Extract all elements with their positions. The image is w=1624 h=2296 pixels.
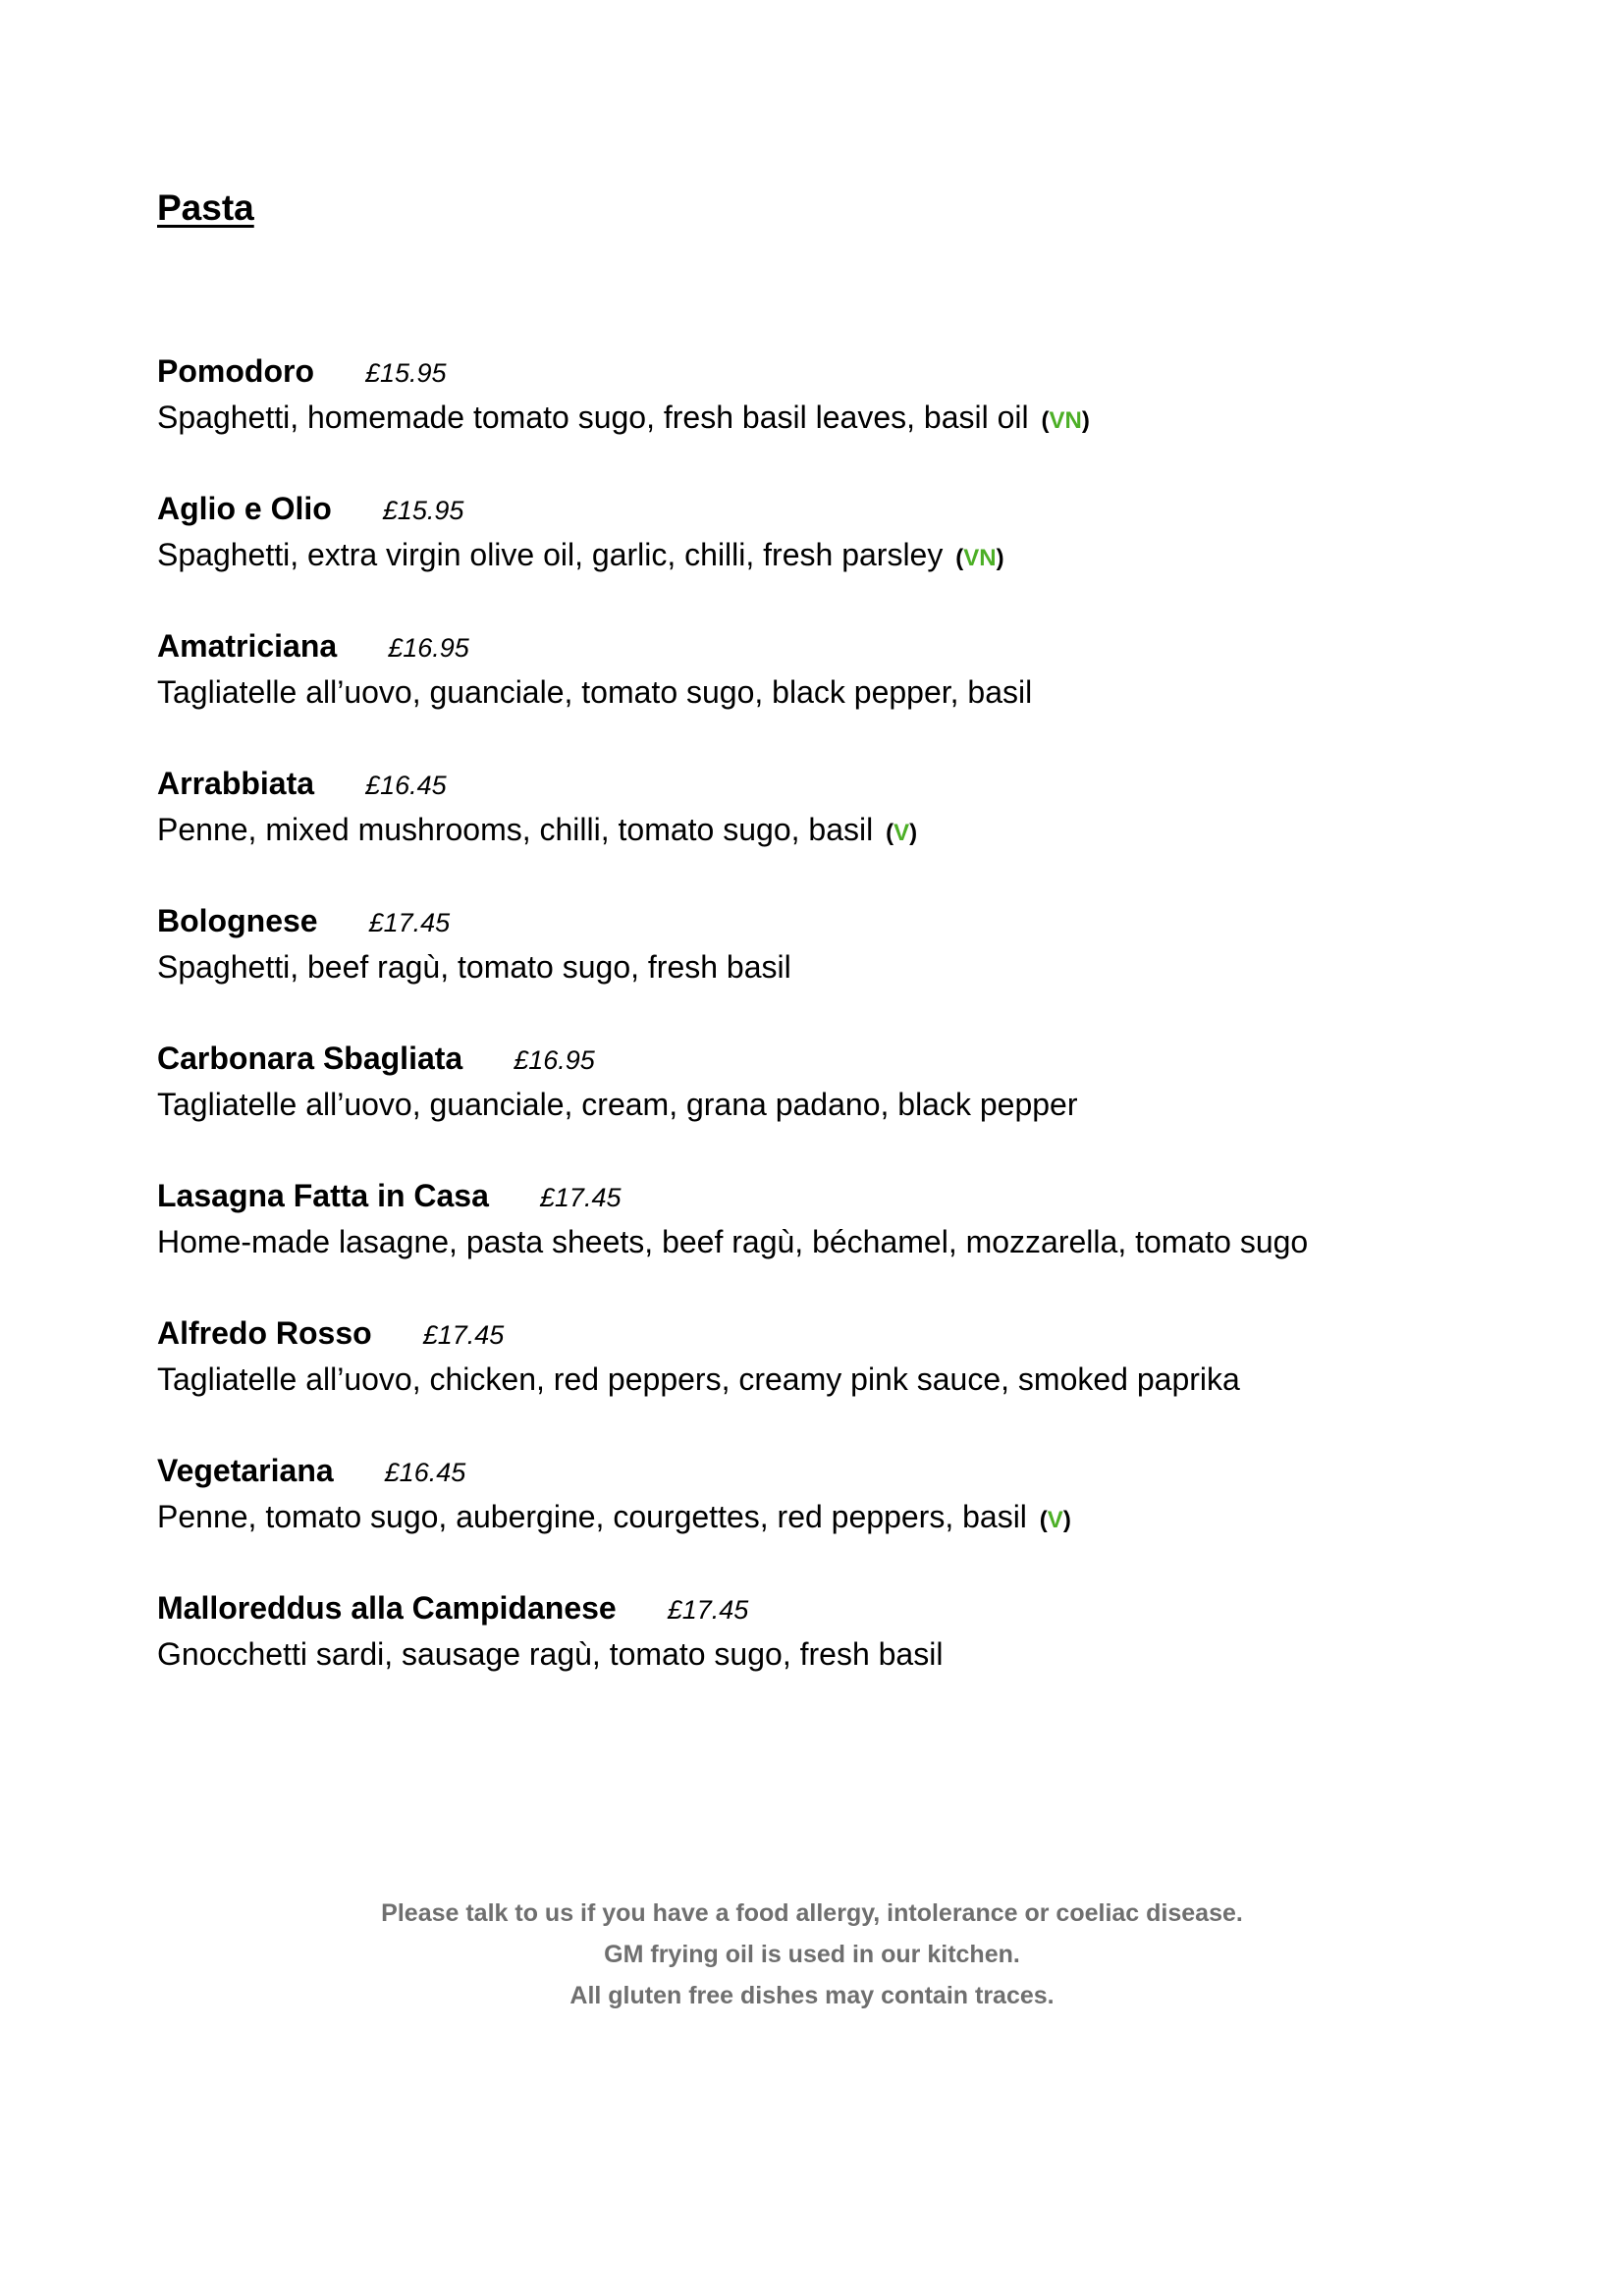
gm-oil-notice-line: GM frying oil is used in our kitchen. (604, 1941, 1020, 1968)
dish-name: Vegetariana (157, 1453, 334, 1488)
dish-description-line (157, 810, 1532, 853)
menu-item-aglio-e-olio (157, 489, 1532, 626)
dish-price: £17.45 (667, 1595, 749, 1625)
menu-item-bolognese (157, 901, 1532, 1039)
diet-code: V (893, 820, 910, 846)
dish-price: £17.45 (368, 908, 451, 937)
item-header (157, 764, 1532, 803)
dish-name: Aglio e Olio (157, 491, 332, 526)
dish-description: Gnocchetti sardi, sausage ragù, tomato sugo, fresh basil (157, 1636, 944, 1672)
item-header (157, 1039, 1532, 1078)
dish-price: £16.45 (384, 1458, 466, 1487)
menu-item-carbonara-sbagliata (157, 1039, 1532, 1176)
dish-description-line (157, 535, 1532, 578)
dish-description-line (157, 1634, 1532, 1674)
dish-name: Lasagna Fatta in Casa (157, 1178, 489, 1213)
dish-description-line (157, 672, 1532, 712)
dish-price: £17.45 (422, 1320, 505, 1350)
dish-description: Tagliatelle all’uovo, guanciale, cream, grana padano, black pepper (157, 1087, 1078, 1122)
item-header (157, 626, 1532, 666)
item-header (157, 1451, 1532, 1490)
dish-description-line (157, 1085, 1532, 1124)
dish-description: Home-made lasagne, pasta sheets, beef ragù, béchamel, mozzarella, tomato sugo (157, 1224, 1309, 1259)
allergy-notice (0, 1893, 1624, 2016)
allergy-notice-line: Please talk to us if you have a food allergy, intolerance or coeliac disease. (381, 1899, 1243, 1927)
menu-list (157, 351, 1532, 1726)
diet-badge: (VN) (1041, 407, 1090, 434)
dish-price: £16.95 (388, 633, 469, 663)
menu-item-amatriciana (157, 626, 1532, 764)
dish-name: Bolognese (157, 903, 318, 938)
item-header (157, 351, 1532, 391)
gluten-free-notice-line: All gluten free dishes may contain traces. (569, 1982, 1055, 2009)
diet-code: V (1047, 1507, 1063, 1533)
dish-description-line (157, 947, 1532, 987)
dish-description: Spaghetti, homemade tomato sugo, fresh basil leaves, basil oil (157, 400, 1029, 435)
dish-description: Penne, mixed mushrooms, chilli, tomato sugo, basil (157, 812, 874, 847)
dish-name: Pomodoro (157, 353, 314, 389)
dish-price: £15.95 (364, 358, 447, 388)
dish-price: £17.45 (539, 1183, 622, 1212)
menu-item-lasagna-fatta-in-casa (157, 1176, 1532, 1313)
dish-description: Spaghetti, beef ragù, tomato sugo, fresh basil (157, 949, 791, 985)
dish-description: Tagliatelle all’uovo, chicken, red peppers, creamy pink sauce, smoked paprika (157, 1362, 1240, 1397)
diet-badge: (V) (1039, 1507, 1071, 1533)
menu-item-alfredo-rosso (157, 1313, 1532, 1451)
diet-badge: (VN) (955, 545, 1004, 571)
dish-description: Tagliatelle all’uovo, guanciale, tomato sugo, black pepper, basil (157, 674, 1033, 710)
dish-name: Malloreddus alla Campidanese (157, 1590, 617, 1626)
menu-item-pomodoro (157, 351, 1532, 489)
dish-description: Spaghetti, extra virgin olive oil, garlic, chilli, fresh parsley (157, 537, 944, 572)
dish-name: Amatriciana (157, 628, 338, 664)
dish-name: Carbonara Sbagliata (157, 1041, 463, 1076)
dish-name: Arrabbiata (157, 766, 315, 801)
menu-item-malloreddus (157, 1588, 1532, 1726)
dish-description-line (157, 1497, 1532, 1540)
dish-price: £16.45 (365, 771, 447, 800)
item-header (157, 1588, 1532, 1628)
item-header (157, 1313, 1532, 1353)
dish-description-line (157, 1360, 1532, 1399)
dish-price: £15.95 (382, 496, 464, 525)
item-header (157, 489, 1532, 528)
diet-code: VN (1049, 407, 1082, 434)
diet-code: VN (963, 545, 997, 571)
item-header (157, 901, 1532, 940)
menu-item-arrabbiata (157, 764, 1532, 901)
dish-name: Alfredo Rosso (157, 1315, 372, 1351)
dish-description: Penne, tomato sugo, aubergine, courgettes, red peppers, basil (157, 1499, 1027, 1534)
page-title: Pasta (157, 187, 254, 228)
dish-description-line (157, 1222, 1532, 1261)
menu-item-vegetariana (157, 1451, 1532, 1588)
item-header (157, 1176, 1532, 1215)
dish-description-line (157, 398, 1532, 441)
diet-badge: (V) (886, 820, 918, 846)
dish-price: £16.95 (514, 1045, 595, 1075)
